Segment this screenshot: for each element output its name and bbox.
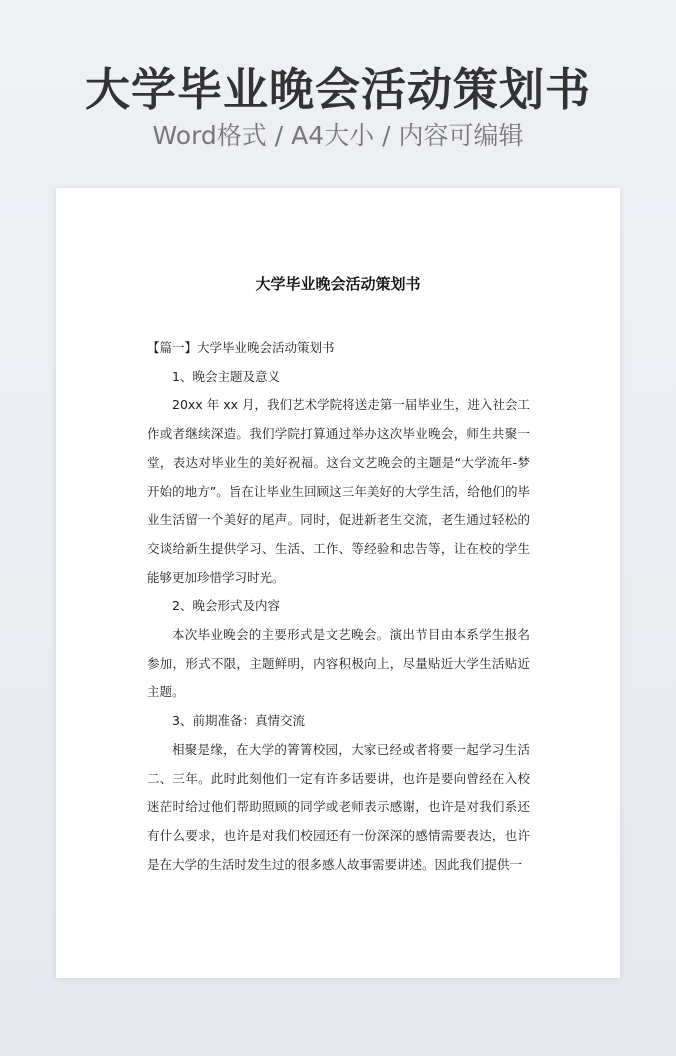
paragraph-format: 本次毕业晚会的主要形式是文艺晚会。演出节目由本系学生报名参加，形式不限，主题鲜明，内容积极向上，尽量贴近大学生活贴近主题。 [147,627,530,700]
banner-title: 大学毕业晚会活动策划书 [84,63,591,116]
subheading-theme: 1、晚会主题及意义 [172,368,280,384]
paragraph-preparation: 相聚是缘，在大学的箐箐校园，大家已经或者将要一起学习生活二、三年。此时此刻他们一定有许多话要讲，也许是要向曾经在入校迷茫时给过他们帮助照顾的同学或老师表示感谢，也许是对我们系还有什么要求，也许是对我们校园还有一份深深的感情需要表达，也许是在大学的生活时发生过的很多感人故事需要讲述。因此我们提供一 [147,741,530,872]
paragraph-theme: 20xx 年 xx 月，我们艺术学院将送走第一届毕业生，进入社会工作或者继续深造。我们学院打算通过举办这次毕业晚会，师生共聚一堂，表达对毕业生的美好祝福。这台文艺晚会的主题是“大学流年-梦开始的地方”。旨在让毕业生回顾这三年美好的大学生活，给他们的毕业生活留一个美好的尾声。同时，促进新老生交流，老生通过轻松的交谈给新生提供学习、生活、工作、等经验和忠告等，让在校的学生能够更加珍惜学习时光。 [147,397,530,585]
subheading-format: 2、晚会形式及内容 [172,598,280,614]
banner-subtitle: Word格式 / A4大小 / 内容可编辑 [152,121,524,150]
document-title: 大学毕业晚会活动策划书 [255,275,421,293]
section-heading: 【篇一】大学毕业晚会活动策划书 [147,340,335,355]
document-body [147,334,530,879]
document-page [56,188,620,978]
subheading-preparation: 3、前期准备：真情交流 [172,713,305,729]
